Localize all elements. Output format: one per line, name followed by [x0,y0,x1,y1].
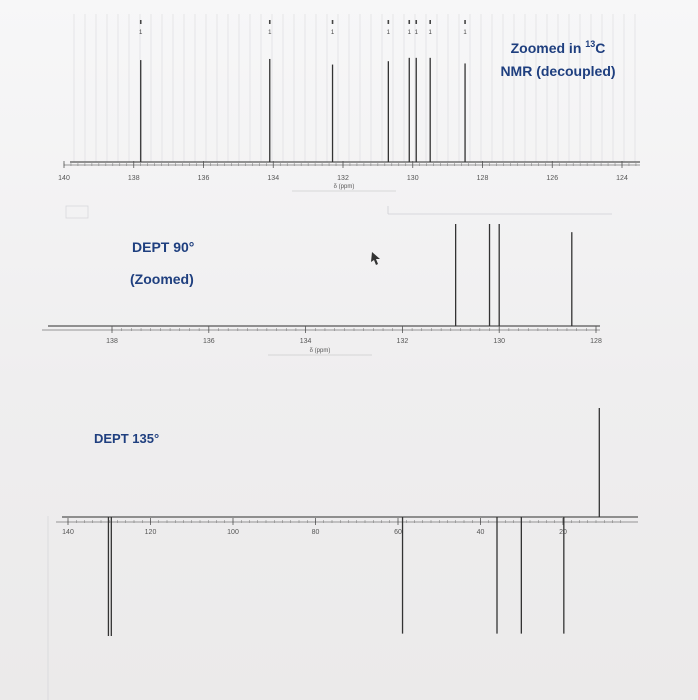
panel1-tick-label: 128 [476,175,489,182]
panel1-x-axis-label: δ (ppm) [333,184,355,190]
panel1-peak-annotation: 1 [463,30,467,36]
panel1-peak-annotation: 1 [407,30,411,36]
panel2-tick-label: 130 [493,338,506,345]
panel3-tick-label: 20 [559,529,567,536]
panel2-tick-label: 132 [396,338,409,345]
panel1-tick-label: 140 [58,175,70,182]
panel1-peak-annotation: 1 [268,30,272,36]
panel1-tick-label: 136 [197,175,210,182]
panel1-tick-label: 134 [267,175,280,182]
panel3-tick-label: 40 [476,529,485,536]
panel1-title-superscript: 13 [585,39,596,49]
panel2-tick-label: 136 [202,338,215,345]
panel3-minor-ticks [68,520,621,523]
panel2-subtitle: (Zoomed) [130,271,194,287]
panel1-peak-annotation: 1 [386,30,391,36]
panel2-x-axis-label: δ (ppm) [309,348,331,354]
panel3-tick-label: 120 [144,529,157,536]
panel1-tick-label: 130 [406,175,419,182]
panel1-minor-ticks [64,163,636,166]
panel3-tick-label: 80 [311,529,320,536]
panel2-tick-label: 128 [590,338,602,345]
panel2-tick-label: 138 [106,338,118,345]
panel1-peak-annotation: 1 [414,30,418,36]
panel1-title: Zoomed in $^{13}$C [510,39,606,56]
panel3-tick-label: 140 [62,529,74,536]
panel1-peak-annotation: 1 [428,30,432,36]
panel1-subtitle: NMR (decoupled) [500,63,616,79]
panel1-peak-annotation: 1 [139,30,143,36]
panel1-title-suffix: C [595,40,606,56]
paper-guide-box [66,206,88,218]
panel2-minor-ticks [112,328,596,331]
panel1-peak-annotation: 1 [330,30,335,36]
panel1-tick-label: 132 [337,175,349,182]
panel3-title: DEPT 135° [94,431,160,446]
panel1-tick-label: 126 [546,175,559,182]
panel1-tick-label: 138 [127,175,140,182]
panel3-tick-label: 100 [227,529,239,536]
panel2-tick-label: 134 [299,338,312,345]
panel2-title: DEPT 90° [132,239,195,255]
cursor-arrow-icon [371,252,380,265]
panel1-grid [74,14,635,162]
panel1-tick-label: 124 [616,175,628,182]
panel3-tick-label: 60 [394,529,402,536]
